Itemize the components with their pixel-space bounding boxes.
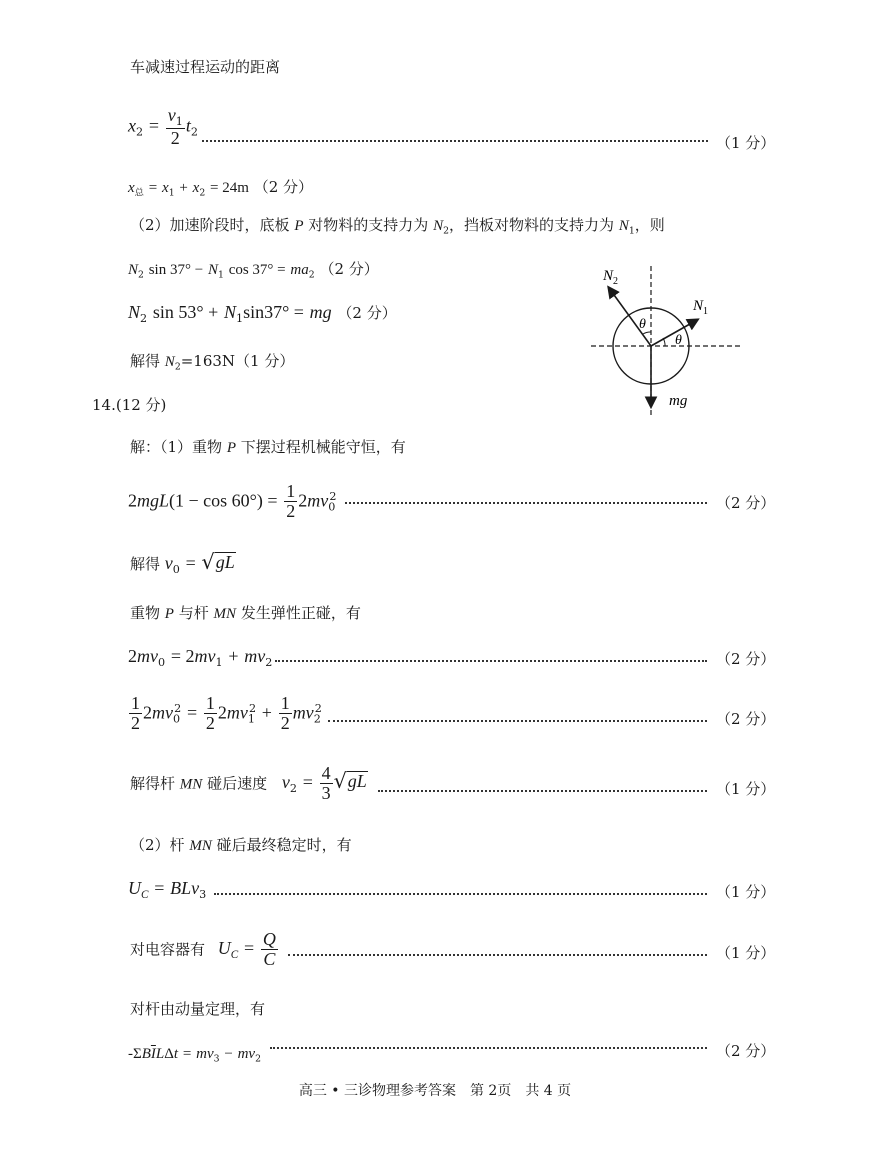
text-deceleration-distance: 车减速过程运动的距离 [130,58,281,76]
question-14-heading: 14.(12 分) [92,396,167,414]
text-solve-n2: 解得 $N_2=163N(1$ 分） [130,352,295,373]
leader-dots [270,1047,707,1049]
equation-energy-conservation: 2mgL(1 − cos 60°) = $\frac{1}{2}$ $2mv_0^2$ [128,481,337,521]
score-eq3: （2 分） [319,260,379,278]
equation-x2: $x_2$ = $\frac{v_1}{2}$ $t_2$ [128,105,198,148]
text-solve-v0: 解得 $v_0$ = √ gL [130,550,235,576]
equation-kinetic-energy: $\frac{1}{2}$ $2mv_0^2$ = $\frac{1}{2}$ $2mv_1^2$ + $\frac{1}{2}$ $mv_2^2$ [131,693,322,733]
text-capacitor: 对电容器有 $U_C$ = $\frac{Q}{C}$ [130,929,276,969]
score-uc: （1 分） [716,883,776,901]
force-diagram [585,258,745,423]
score-capacitor: （1 分） [716,944,776,962]
text-solve-v2: 解得杆 MN 碰后速度 $v_2$ = $\frac{4}{3}$ √ gL [130,763,367,803]
text-q14-intro: 解：（1）重物 P 下摆过程机械能守恒，有 [130,438,406,456]
equation-impulse: $-\Sigma B\overline{I}L\Delta t = mv_3 - mv_2$ [128,1046,261,1065]
theta-label-top: θ [639,317,646,332]
text-q14-part2: （2）杆 MN 碰后最终稳定时，有 [130,836,352,854]
text-part2-statement: （2）加速阶段时，底板 P 对物料的支持力为 $N_2$，挡板对物料的支持力为 $N_1$，则 [130,216,665,237]
equation-uc-blv: $U_C = BLv_3$ [128,878,207,901]
theta-arc-top [643,332,651,334]
equation-vertical-force: $N_2$ $\sin 53^\circ + N_1\sin 37^\circ$ = mg （2 分） [128,302,397,325]
score-momentum: （2 分） [716,650,776,668]
leader-dots [202,140,708,142]
text-momentum-theorem: 对杆由动量定理，有 [130,1000,266,1018]
leader-dots [328,720,707,722]
n1-arrow [651,320,697,346]
equation-x-total: $x_总 = x_1 + x_2 = 24m$ （2 分） [128,178,313,199]
leader-dots [345,502,707,504]
equation-horizontal-force: $N_2$ $\sin 37^\circ - N_1$ $\cos 37^\circ = ma_2$ （2 分） [128,260,379,281]
equation-momentum-conservation: $2mv_0 = 2mv_1 + mv_2$ [128,646,273,669]
score-x-total: （2 分） [253,178,313,196]
text-collision: 重物 P 与杆 MN 发生弹性正碰，有 [130,604,361,622]
score-energy: （2 分） [716,494,776,512]
theta-arc-right [663,338,665,346]
score-v2: （1 分） [716,780,776,798]
leader-dots [214,893,707,895]
n2-label: $N_2$ [603,268,619,287]
leader-dots [378,790,707,792]
leader-dots [275,660,707,662]
score-x2: （1 分） [716,134,776,152]
mg-label: mg [669,393,688,409]
page-footer: 高三 • 三诊物理参考答案 第 2页 共 4 页 [298,1083,572,1099]
theta-label-right: θ [675,333,682,348]
leader-dots [288,954,707,956]
n1-label: $N_1$ [693,298,709,317]
score-kinetic: （2 分） [716,710,776,728]
score-impulse: （2 分） [716,1042,776,1060]
score-eq4: （2 分） [337,304,397,322]
